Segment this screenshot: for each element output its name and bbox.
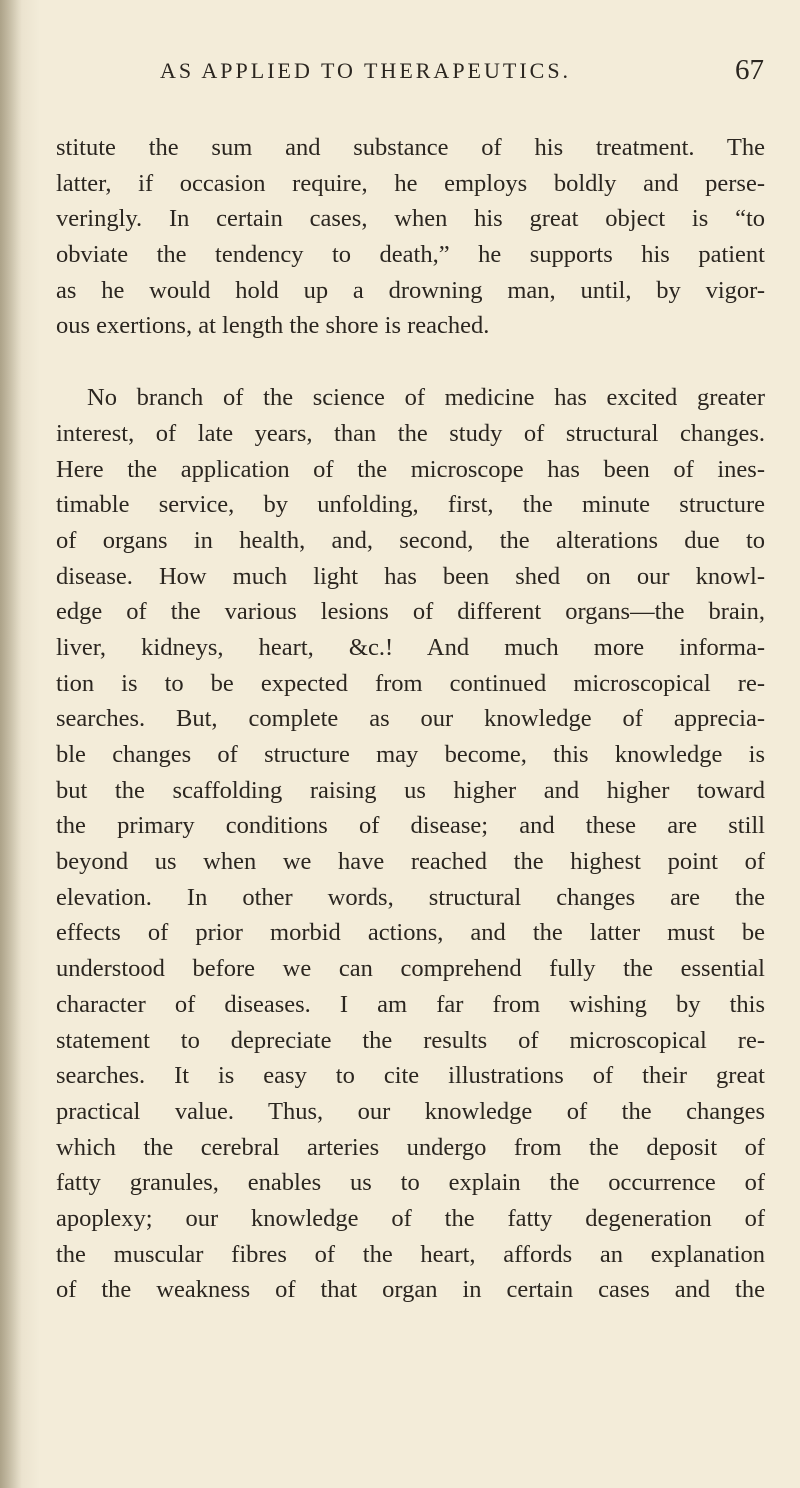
text-line: disease. How much light has been shed on our knowl- bbox=[56, 562, 765, 590]
text-line: tion is to be expected from continued microscopical re- bbox=[56, 669, 765, 697]
paragraph-gap bbox=[56, 344, 765, 380]
text-line: fatty granules, enables us to explain the occurrence of bbox=[56, 1169, 765, 1197]
paragraph-continued bbox=[56, 130, 765, 344]
text-line: elevation. In other words, structural changes are the bbox=[56, 883, 765, 911]
page-number: 67 bbox=[735, 54, 764, 86]
body-text bbox=[56, 130, 765, 1308]
text-line: Here the application of the microscope has been of ines- bbox=[56, 455, 765, 483]
text-line: which the cerebral arteries undergo from the deposit of bbox=[56, 1133, 765, 1161]
text-line: veringly. In certain cases, when his great object is “to bbox=[56, 205, 765, 233]
text-line: but the scaffolding raising us higher and higher toward bbox=[56, 776, 765, 804]
text-line: ous exertions, at length the shore is reached. bbox=[56, 312, 490, 340]
text-line: beyond us when we have reached the highest point of bbox=[56, 848, 765, 876]
text-line: searches. But, complete as our knowledge of apprecia- bbox=[56, 705, 765, 733]
text-line: effects of prior morbid actions, and the latter must be bbox=[56, 919, 765, 947]
text-line: edge of the various lesions of different organs—the brain, bbox=[56, 598, 765, 626]
text-line: character of diseases. I am far from wishing by this bbox=[56, 990, 765, 1018]
gutter-shadow bbox=[0, 0, 22, 1488]
text-line: practical value. Thus, our knowledge of the changes bbox=[56, 1097, 765, 1125]
text-line: ble changes of structure may become, this knowledge is bbox=[56, 741, 765, 768]
text-line: No branch of the science of medicine has excited greater bbox=[87, 384, 765, 412]
text-line: latter, if occasion require, he employs boldly and perse- bbox=[56, 169, 765, 197]
text-line: the primary conditions of disease; and these are still bbox=[56, 812, 765, 840]
text-line: statement to depreciate the results of microscopical re- bbox=[56, 1026, 765, 1054]
text-line: interest, of late years, than the study of structural changes. bbox=[56, 419, 765, 447]
text-line: of the weakness of that organ in certain cases and the bbox=[56, 1276, 765, 1304]
text-line: understood before we can comprehend fully the essential bbox=[56, 955, 765, 983]
text-line: of organs in health, and, second, the alterations due to bbox=[56, 526, 765, 554]
text-line: timable service, by unfolding, first, the minute structure bbox=[56, 491, 765, 519]
running-title: AS APPLIED TO THERAPEUTICS. bbox=[160, 58, 572, 83]
text-line: liver, kidneys, heart, &c.! And much more informa- bbox=[56, 633, 765, 661]
text-line: the muscular fibres of the heart, affords an explanation bbox=[56, 1240, 765, 1268]
text-line: as he would hold up a drowning man, until, by vigor- bbox=[56, 276, 765, 304]
text-line: apoplexy; our knowledge of the fatty degeneration of bbox=[56, 1204, 765, 1232]
text-line: stitute the sum and substance of his treatment. The bbox=[56, 134, 765, 161]
text-line: searches. It is easy to cite illustrations of their great bbox=[56, 1062, 765, 1090]
paragraph-microscopy bbox=[56, 380, 765, 1308]
text-line: obviate the tendency to death,” he supports his patient bbox=[56, 241, 765, 269]
running-head bbox=[160, 54, 764, 92]
